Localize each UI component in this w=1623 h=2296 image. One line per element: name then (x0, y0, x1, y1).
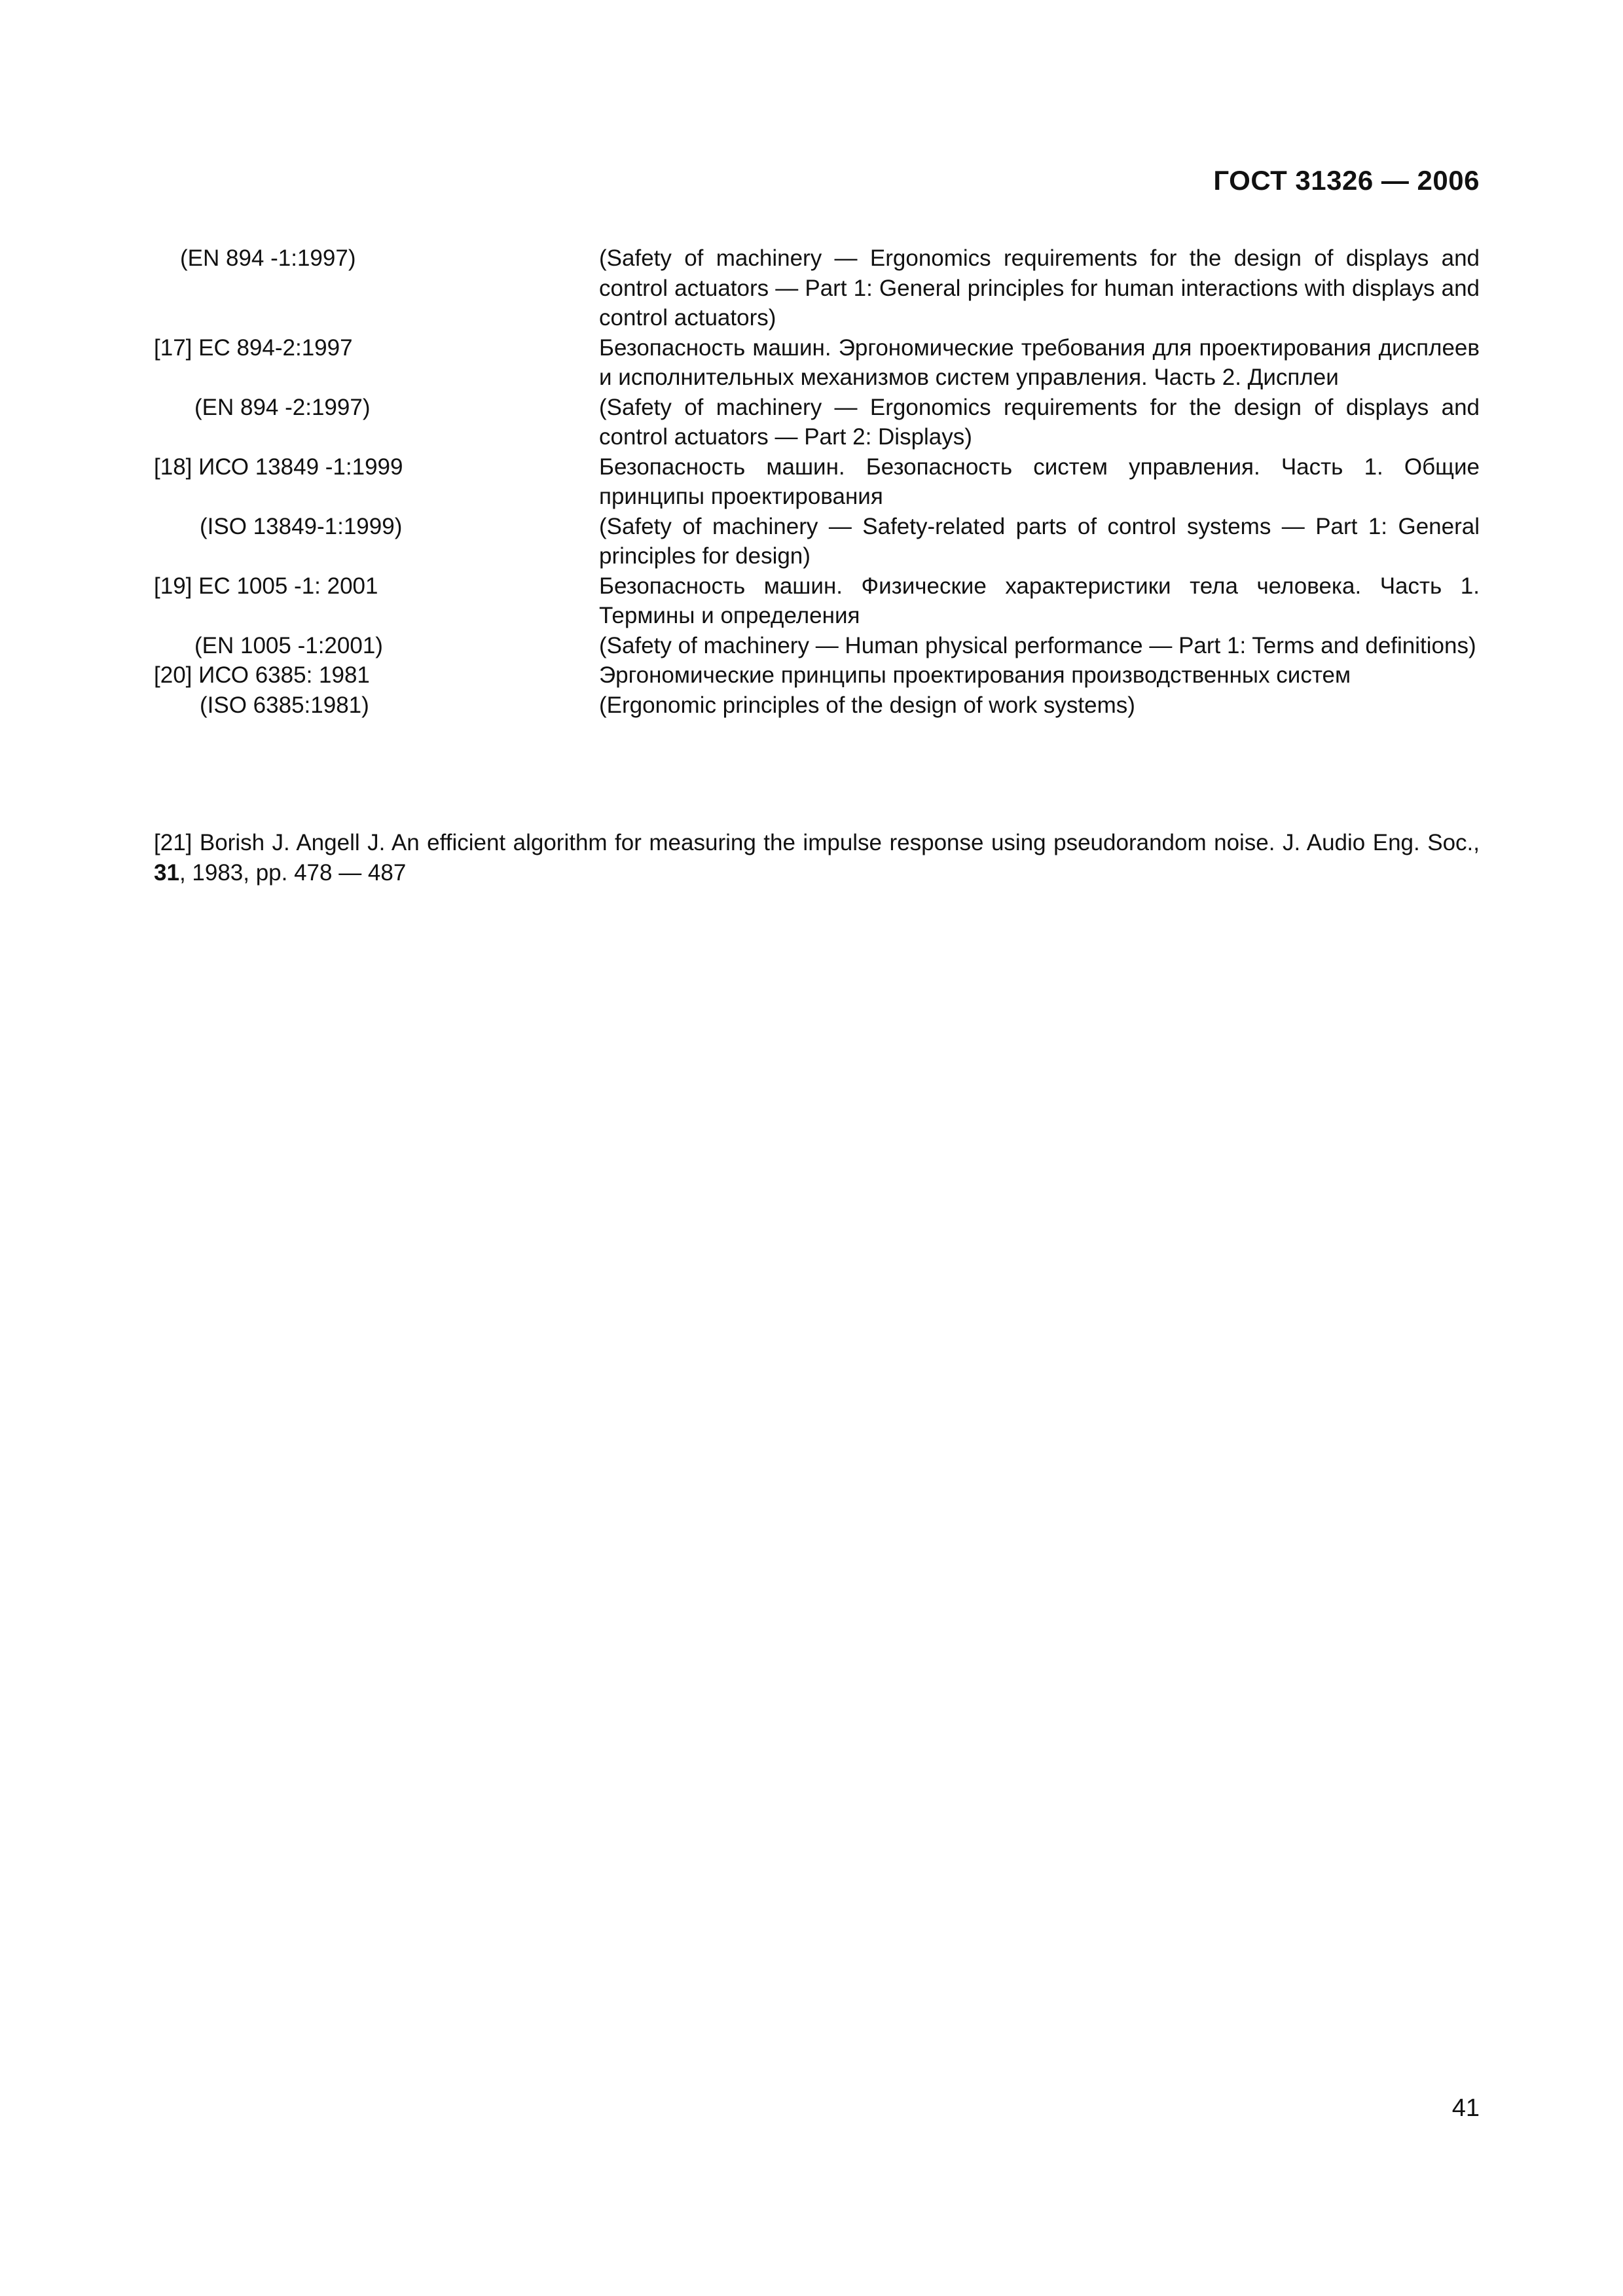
reference-code: [20] ИСО 6385: 1981 (154, 662, 370, 688)
bibliography-entry-21 (154, 828, 1480, 888)
reference-code: [19] ЕС 1005 -1: 2001 (154, 573, 378, 599)
document-header-title: ГОСТ 31326 — 2006 (1213, 165, 1480, 196)
reference-code: (EN 894 -1:1997) (180, 245, 356, 271)
reference-row (154, 452, 1480, 512)
reference-code: (EN 1005 -1:2001) (194, 632, 383, 658)
reference-row (154, 393, 1480, 452)
footnote-text-prefix: [21] Borish J. Angell J. An efficient algorithm for measuring the impulse response using pseudorandom noise. J. Audio Eng. Soc., (154, 830, 1480, 855)
reference-row (154, 243, 1480, 333)
reference-row (154, 660, 1480, 691)
reference-description: Безопасность машин. Эргономические требования для проектирования дисплеев и исполнительных механизмов систем управления. Часть 2. Дисплеи (599, 334, 1480, 390)
reference-code: [17] ЕС 894-2:1997 (154, 334, 353, 361)
reference-description: (Safety of machinery — Ergonomics requirements for the design of displays and control actuators — Part 1: General principles for human interactions with displays and control actuators) (599, 245, 1480, 331)
reference-description: (Safety of machinery — Human physical performance — Part 1: Terms and definitions) (599, 632, 1476, 658)
reference-code: (ISO 13849-1:1999) (200, 513, 403, 539)
reference-description: Безопасность машин. Безопасность систем управления. Часть 1. Общие принципы проектирования (599, 454, 1480, 509)
references-list (154, 243, 1480, 720)
footnote-text-suffix: , 1983, pp. 478 — 487 (179, 859, 407, 886)
reference-description: (Ergonomic principles of the design of work systems) (599, 692, 1135, 718)
reference-description: (Safety of machinery — Ergonomics requirements for the design of displays and control actuators — Part 2: Displays) (599, 394, 1480, 450)
reference-code: (EN 894 -2:1997) (194, 394, 371, 420)
reference-row (154, 333, 1480, 393)
reference-row (154, 691, 1480, 721)
reference-code: [18] ИСО 13849 -1:1999 (154, 454, 403, 480)
reference-description: Эргономические принципы проектирования производственных систем (599, 662, 1351, 688)
page-number: 41 (1451, 2094, 1480, 2122)
reference-description: (Safety of machinery — Safety-related parts of control systems — Part 1: General principles for design) (599, 513, 1480, 569)
reference-description: Безопасность машин. Физические характеристики тела человека. Часть 1. Термины и определения (599, 573, 1480, 628)
reference-row (154, 631, 1480, 661)
reference-row (154, 571, 1480, 631)
reference-row (154, 512, 1480, 571)
footnote-volume: 31 (154, 859, 179, 886)
reference-code: (ISO 6385:1981) (200, 692, 369, 718)
